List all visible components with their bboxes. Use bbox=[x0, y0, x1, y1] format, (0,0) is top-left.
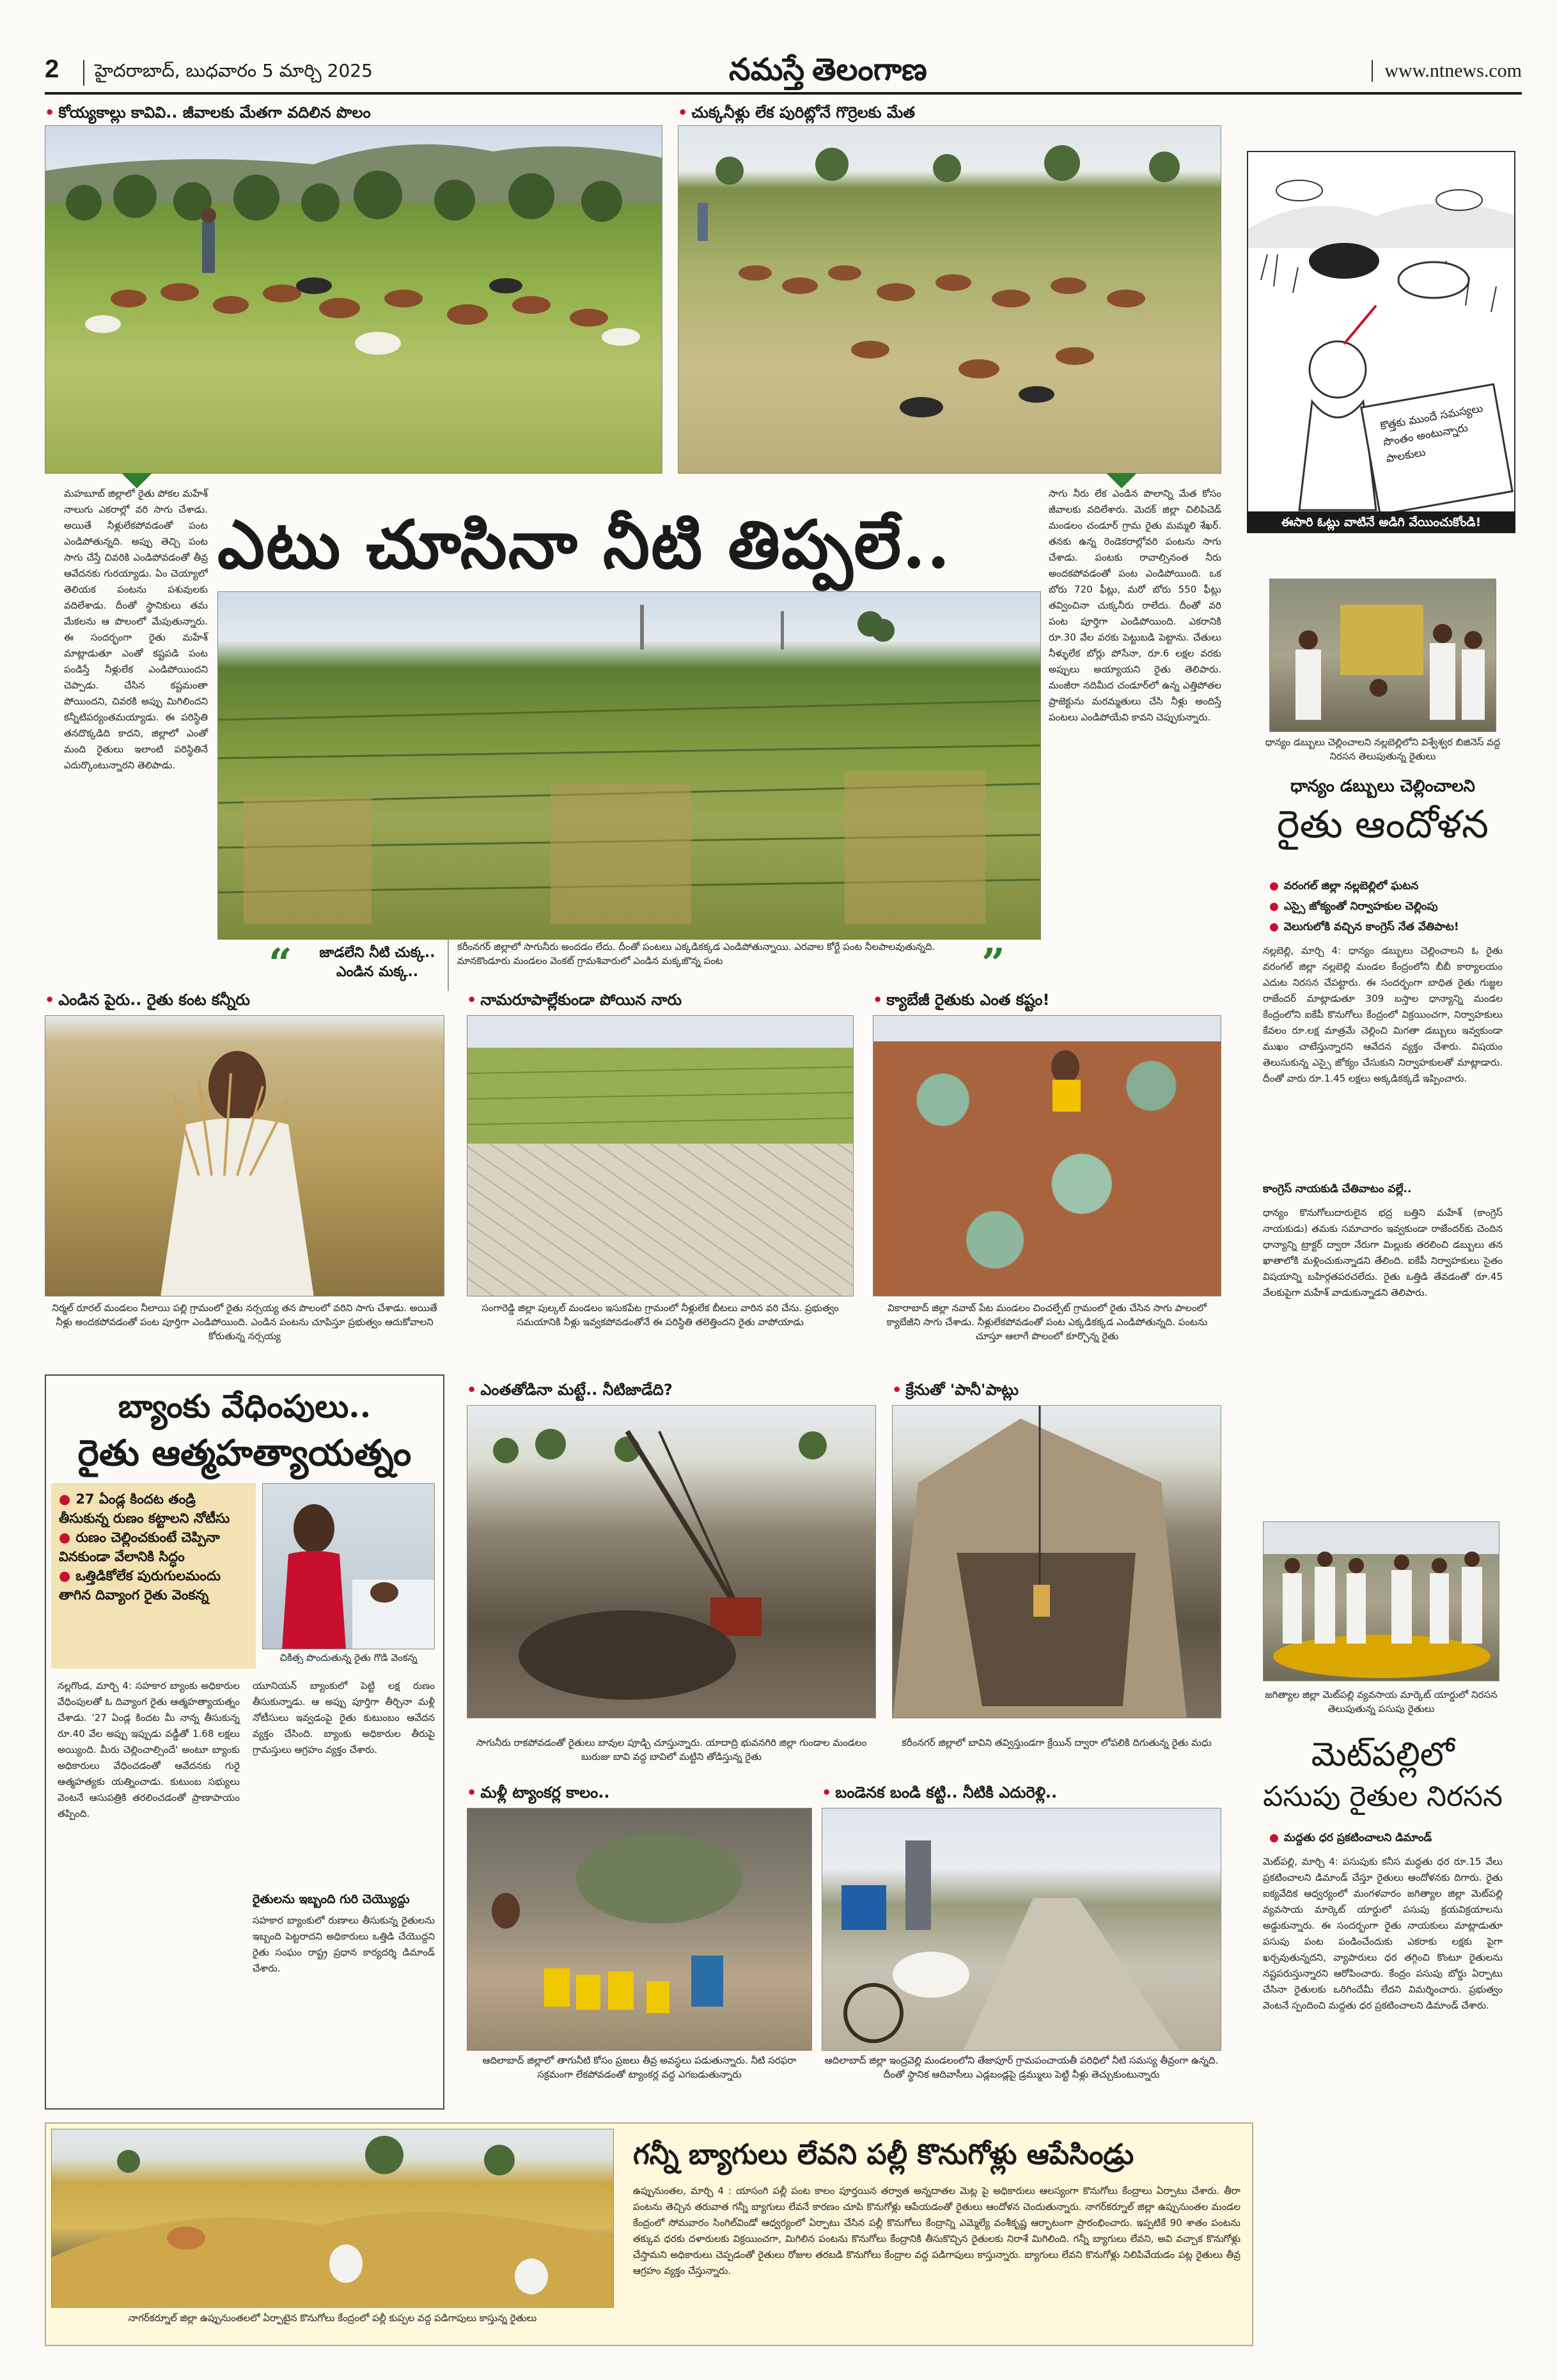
cartoon-caption: ఈసారి ఓట్లు వాటినే అడిగి వేయించుకోండి! bbox=[1247, 511, 1515, 533]
main-story-left-column: మహబూబ్ జిల్లాలో రైతు పోకల మహేశ్ నాలుగు ఎకరాల్లో వరి సాగు చేశాడు. అయితే నీళ్లులేకపోవడంతో పంట ఎండిపోతున్నది. అప్పు తెచ్చి పంట సాగు చేస్తే చివరికి ఎండిపోవడంతో తీవ్ర ఆవేదనకు గురయ్యాడు. ఏం చెయ్యాలో తెలియక పంటను పశువులకు వదిలేశాడు. దీంతో స్థానికులు తమ మేకలను ఆ పొలంలో మేపుతున్నారు. ఈ సందర్భంగా రైతు మహేశ్ మాట్లాడుతూ ఎంతో కష్టపడి పంట పండిస్తే నీళ్లులేక ఎండిపోయిందని చెప్పాడు. చేసిన కష్టమంతా పోయిందని, చివరకి అప్పు మిగిలిందని కన్నీటిపర్యంతమయ్యాడు. ఈ పరిస్థితి తనదొక్కడిది కాదని, జిల్లాలో ఎంతో మంది రైతులు ఇలాంటి పరిస్థితినే ఎదుర్కొంటున్నారని తెలిపాడు. bbox=[64, 488, 208, 771]
groundnut-heap-photo bbox=[51, 2129, 614, 2308]
cartoon-sign-text: కొత్తకు ముందే సమస్యలు సొంతం అంటున్నారు పాలకులు bbox=[1379, 401, 1484, 466]
main-photo-caption-title: జాడలేని నీటి చుక్క.. ఎండిన మక్క.. bbox=[319, 945, 435, 980]
goats-grazing-photo bbox=[45, 125, 662, 474]
bank-story-body-3: సహకార బ్యాంకులో రుణాలు తీసుకున్న రైతులను ఇబ్బంది పెట్టరాదని అధికారులు ఒత్తిడి చేయొద్దని రైతు సంఘం రాష్ట్ర ప్రధాన కార్యదర్శి డిమాండ్ చేశారు. bbox=[253, 1915, 435, 1974]
main-photo-caption: కరీంనగర్ జిల్లాలో సాగునీరు అందడం లేదు. దీంతో పంటలు ఎక్కడికక్కడ ఎండిపోతున్నాయి. ఎరవాల కోర్టే పంట నీలపాలవుతున్నది. మానకొండూరు మండలం వెంకట్ గ్రామశివారులో ఎండిన మక్కజొన్న పంట bbox=[457, 941, 935, 967]
top-photo-1-title: • కోయ్యకాల్లు కావివి.. జీవాలకు మేతగా వదిలిన పొలం bbox=[45, 104, 371, 121]
rice-bullet-item: ● వరంగల్ జిల్లా నల్లబెల్లిలో ఘటన bbox=[1269, 876, 1503, 896]
rice-protest-photo bbox=[1269, 579, 1496, 732]
turmeric-bullets bbox=[1269, 1828, 1503, 1847]
rice-body: నల్లబెల్లి, మార్చి 4: ధాన్యం డబ్బులు చెల్లించాలని ఓ రైతు వరంగల్ జిల్లా నల్లబెల్లి మండల కేంద్రంలోని బీబీ కార్యాలయం ఎదుట నిరసన చేపట్టారు. ఈ సందర్భంగా బాధిత రైతు గుజ్జల రాజేందర్ మాట్లాడుతూ 309 బస్తాల ధాన్యాన్ని మండల కేంద్రంలోని ఐకేపీ కొనుగోలు కేంద్రంలో విక్రయించగా, నిర్వాహకులు కేవలం రూ.లక్ష మాత్రమే చెల్లించి మిగతా డబ్బులు ఇవ్వకుండా ముఖం చాటేస్తున్నారని ఆవేదన వ్యక్తం చేశారు. విషయం తెలుసుకున్న ఎస్సై జోక్యం చేసుకుని నిర్వాహకులతో మాట్లాడారు. దీంతో వారు రూ.1.45 లక్షలు అక్కడికక్కడే ఇప్పించారు. bbox=[1263, 945, 1503, 1084]
editorial-cartoon bbox=[1247, 151, 1515, 525]
farmer-hospital-photo bbox=[262, 1483, 435, 1649]
middle-photo-2-caption: సంగారెడ్డి జిల్లా పుల్కల్ మండలం ఇసుకపేట గ్రామంలో నీళ్లులేక బీటలు వారిన వరి చేను. ప్రభుత్వం సమయానికి నీళ్లు ఇవ్వకపోవడంతోనే ఈ పరిస్థితి తలెత్తిందని రైతు వాపోయాడు bbox=[481, 1302, 839, 1328]
quote-close-icon: ” bbox=[982, 940, 1005, 988]
cabbage-field-photo bbox=[873, 1015, 1221, 1296]
water-photo-1-title: • మళ్లీ ట్యాంకర్ల కాలం.. bbox=[467, 1784, 610, 1801]
dateline: హైదరాబాద్, బుధవారం 5 మార్చి 2025 bbox=[83, 60, 373, 86]
rice-bullet-item: ● ఎస్సై జోక్యంతో నిర్వాహకుల చెల్లింపు bbox=[1269, 896, 1503, 917]
rice-headline-small: ధాన్యం డబ్బులు చెల్లించాలని bbox=[1290, 777, 1475, 796]
bank-headline-1: బ్యాంకు వేధింపులు.. bbox=[118, 1387, 372, 1425]
quote-open-icon: “ bbox=[269, 940, 292, 988]
water-photo-2-title: • బండెనక బండి కట్టి.. నీటికి ఎదురెళ్లి.. bbox=[822, 1784, 1058, 1801]
main-story-right-column: సాగు నీరు లేక ఎండిన పొలాన్ని మేత కోసం జీవాలకు వదిలేశారు. మెదక్ జిల్లా చిలిపిచెడ్ మండలం చండూర్ గ్రామ రైతు మమ్మలి శేఖర్. తనకు ఉన్న రెండెకరాల్లోవరి పంటను సాగు చేశాడు. పంటకు రావాల్సినంత నీరు అందకపోవడంతో పంట ఎండిపోయింది. ఒక బోరు 720 ఫీట్లు, మరో బోరు 550 ఫీట్లు తవ్వించినా చుక్కనీరు రాలేదు. దీంతో వరి పంట పూర్తిగా ఎండిపోయింది. ఎకరానికి రూ.30 వేల వరకు పెట్టుబడి పెట్టాను. చేతులు నీళ్ళులేక బోర్లు పోసేనా, రూ.6 లక్షల వరకు అప్పులు అయ్యాయని రైతు తెలిపారు. మంజీరా నదిమీద చండూర్‌లో ఉన్న ఎత్తిపోతల ప్రాజెక్టును మరమ్మతులు చేసి నీళ్లు అందిస్తే పంటలు ఎండిపోయేవి కావని చెప్పుకున్నారు. bbox=[1049, 488, 1221, 723]
well-photo-1-title: • ఎంతతోడినా మట్టే.. నీటిజాడేది? bbox=[467, 1381, 673, 1399]
farmer-dry-crop-photo bbox=[45, 1015, 444, 1296]
dry-maize-field-photo bbox=[217, 591, 1041, 940]
turmeric-body: మెట్‌పల్లి, మార్చి 4: పసుపుకు కనీస మద్దతు ధర రూ.15 వేలు ప్రకటించాలని డిమాండ్ చేస్తూ రైతులు ఆందోళనకు దిగారు. రైతు ఐక్యవేదిక ఆధ్వర్యంలో మంగళవారం జగిత్యాల జిల్లా మెట్‌పల్లి వ్యవసాయ మార్కెట్ యార్డులో పసుపు క్రయవిక్రయాలను అడ్డుకున్నారు. ఈ సందర్భంగా రైతు నాయకులు మాట్లాడుతూ పసుపు పంట పండించేందుకు ఎకరాకు లక్షకు పైగా ఖర్చవుతున్నదని, వ్యాపారులు ధర తగ్గించి కొంటూ రైతులను నష్టపరుస్తున్నారని ఆరోపించారు. కేంద్రం పసుపు బోర్డు ఏర్పాటు చేసినా రైతులకు ఒరిగిందేమీ లేదని విమర్శించారు. ప్రభుత్వం వెంటనే స్పందించి మద్దతు ధర ప్రకటించాలని డిమాండ్ చేశారు. bbox=[1263, 1856, 1503, 2011]
water-photo-2-caption: ఆదిలాబాద్ జిల్లా ఇంద్రవెల్లి మండలంలోని తేజాపూర్ గ్రామపంచాయతీ పరిధిలో నీటి సమస్య తీవ్రంగా ఉన్నది. దీంతో స్థానిక ఆదివాసీలు ఎడ్లబండ్లపై డ్రమ్ములు పెట్టి నీళ్లు తెచ్చుకుంటున్నారు bbox=[824, 2055, 1219, 2080]
bottom-story-body: ఉప్పునుంతల, మార్చి 4 : యాసంగి పల్లీ పంట కాలం పూర్తయిన తర్వాత అన్నదాతల మెట్ల పై అధికారులు ఆలస్యంగా కొనుగోలు కేంద్రాలు ఏర్పాటు చేశారు. తీరా పంటను తెచ్చిన తరువాత గన్నీ బ్యాగులు లేవనే కారణం చూపి కొనుగోళ్లు ఆపేయడంతో రైతులు ఆందోళన చెందుతున్నారు. నాగర్‌కర్నూల్ జిల్లా ఉప్పునుంతల మండల కేంద్రంలో సోమవారం సింగిల్‌విండో ఆధ్వర్యంలో ఏర్పాటు చేసిన పల్లీ కొనుగోలు కేంద్రాన్ని ఎమ్మెల్యే వంశీకృష్ణ ఆర్భాటంగా ప్రారంభించారు. ఇప్పటికే 90 శాతం పంటను తక్కువ ధరకు దళారులకు విక్రయించగా, మిగిలిన పంటను కొనుగోలు కేంద్రానికి తీసుకొచ్చిన రైతులకు నిరాశే మిగిలింది. గన్నీ బ్యాగులు లేవని, అవి వచ్చాక కొనుగోళ్లు చేస్తామని అధికారులు చెప్పడంతో రైతులు రోజుల తరబడి కొనుగోలు కేంద్రాల వద్ద పడిగాపులు కాస్తున్నారు. బ్యాగులు లేవని కొనుగోళ్లు నిలిపివేయడం పట్ల రైతులు తీవ్ర ఆగ్రహం వ్యక్తం చేస్తున్నారు. bbox=[633, 2185, 1240, 2276]
rice-bullets bbox=[1269, 876, 1503, 937]
highlight-item: ● ఒత్తిడికోలేక పురుగులమందు తాగిన దివ్యాంగ రైతు వెంకన్న bbox=[59, 1566, 248, 1605]
turmeric-headline-1: మెట్‌పల్లిలో bbox=[1311, 1736, 1455, 1774]
well-photo-1-caption: సాగునీరు రాకపోవడంతో రైతులు బావుల పూడ్చి చూస్తున్నారు. యాదాద్రి భువనగిరి జిల్లా గుండాల మండలం బురుజు బావి వద్ద బావిలో మట్టిని తోడిస్తున్న రైతు bbox=[476, 1737, 867, 1762]
well-photo-2-caption: కరీంనగర్ జిల్లాలో బావిని తవ్విస్తుండగా క్రేయిన్ ద్వారా లోపలికి దిగుతున్న రైతు మధు bbox=[902, 1737, 1212, 1748]
rice-subhead: కాంగ్రెస్ నాయకుడి చేతివాటం వల్లే.. bbox=[1263, 1183, 1412, 1195]
turmeric-headline-2: పసుపు రైతుల నిరసన bbox=[1263, 1780, 1503, 1813]
caption-divider bbox=[448, 940, 449, 991]
cracked-paddy-field-photo bbox=[467, 1015, 854, 1296]
top-photo-2-title: • చుక్కనీళ్లు లేక పురిట్లోనే గొర్రెలకు మేత bbox=[678, 104, 915, 121]
page-number: 2 bbox=[45, 55, 59, 83]
main-headline: ఎటు చూసినా నీటి తిప్పలే.. bbox=[217, 505, 951, 584]
well-photo-2-title: • క్రేనుతో 'పానీ'పాట్లు bbox=[892, 1381, 1019, 1399]
bank-subhead: రైతులను ఇబ్బంది గురి చెయ్యొద్దు bbox=[253, 1892, 410, 1906]
water-photo-1-caption: ఆదిలాబాద్ జిల్లాలో తాగునీటి కోసం ప్రజలు తీవ్ర అవస్థలు పడుతున్నారు. నీటి సరఫరా సక్రమంగా లేకపోవడంతో ట్యాంకర్ల వద్ద ఎగబడుతున్నారు bbox=[482, 2055, 797, 2080]
bank-headline-2: రైతు ఆత్మహత్యాయత్నం bbox=[77, 1432, 412, 1474]
turmeric-photo-caption: జగిత్యాల జిల్లా మెట్‌పల్లి వ్యవసాయ మార్కెట్ యార్డులో నిరసన తెలుపుతున్న పసుపు రైతులు bbox=[1265, 1689, 1498, 1715]
site-url[interactable]: www.ntnews.com bbox=[1372, 60, 1522, 82]
masthead bbox=[45, 50, 1522, 95]
crane-well-photo bbox=[892, 1405, 1221, 1718]
rice-photo-caption: ధాన్యం డబ్బులు చెల్లించాలని నల్లబెల్లిలోని విశ్వేశ్వర బిజినెస్ వద్ద నిరసన తెలుపుతున్న రైతులు bbox=[1265, 736, 1501, 762]
middle-photo-1-title: • ఎండిన పైరు.. రైతు కంట కన్నీరు bbox=[45, 991, 250, 1009]
bank-story-body-2: యూనియన్ బ్యాంకులో పెట్టి లక్ష రుణం తీసుకున్నాడు. ఆ అప్పు పూర్తిగా తీర్చినా మళ్లీ నోటీసులు ఇవ్వడంపై రైతు కుటుంబం ఆవేదన వ్యక్తం చేసింది. బ్యాంకు అధికారుల తీరుపై గ్రామస్తులు ఆగ్రహం వ్యక్తం చేశారు. bbox=[253, 1680, 435, 1755]
bottom-headline: గన్నీ బ్యాగులు లేవని పల్లీ కొనుగోళ్లు ఆపేసిండ్రు bbox=[633, 2138, 1134, 2171]
highlight-item: ● 27 ఏండ్ల కిందట తండ్రి తీసుకున్న రుణం కట్టాలని నోటీసు bbox=[59, 1489, 248, 1528]
goats-dry-field-photo bbox=[678, 125, 1221, 474]
turmeric-protest-photo bbox=[1263, 1521, 1499, 1681]
middle-photo-2-title: • నామరూపాల్లేకుండా పోయిన నారు bbox=[467, 991, 682, 1009]
middle-photo-3-caption: వికారాబాద్ జిల్లా నవాబ్ పేట మండలం చించల్పేట్ గ్రామంలో రైతు చేసిన సాగు పాలంలో క్యాబేజీని సాగు చేశాడు. నీళ్లులేకపోవడంతో పంట ఎక్కడికక్కడ ఎండిపోతున్నది. పంటను చూస్తూ ఆలాగే పొలంలో కూర్చొన్న రైతు bbox=[886, 1302, 1208, 1342]
bank-highlights bbox=[51, 1483, 256, 1668]
well-digging-photo bbox=[467, 1405, 876, 1718]
bottom-photo-caption: నాగర్‌కర్నూల్ జిల్లా ఉప్పునుంతలలో ఏర్పాటైన కొనుగోలు కేంద్రంలో పల్లీ కుప్పల వద్ద పడిగాపులు కాస్తున్న రైతులు bbox=[128, 2312, 537, 2324]
rice-body-2: ధాన్యం కొనుగోలుదారులైన భద్ర బత్తిని మహేశ్ (కాంగ్రెస్ నాయకుడు) తమకు సమాచారం ఇవ్వకుండా రాజేందర్‌కు చెందిన ధాన్యాన్ని ట్రాక్టర్ ద్వారా నేరుగా మిల్లుకు తరలించి డబ్బులు తన ఖాతాలోకి మళ్లించుకున్నాడని తేలింది. ఐకేపీ నిర్వాహకులు సైతం విషయాన్ని బహిర్గతపరచలేదు. రైతు ఒత్తిడి తేవడంతో రూ.45 వేలకుపైగా మహేశ్ వాడుకున్నాడని తెలిపారు. bbox=[1263, 1207, 1503, 1298]
highlight-item: ● రుణం చెల్లించకుంటే చెప్పినా వినకుండా వేలానికి సిద్ధం bbox=[59, 1528, 248, 1566]
turmeric-bullet-item: ● మద్దతు ధర ప్రకటించాలని డిమాండ్ bbox=[1269, 1828, 1503, 1847]
bullock-cart-water-photo bbox=[822, 1808, 1221, 2051]
bank-story-body: నల్లగొండ, మార్చి 4: సహకార బ్యాంకు అధికారుల వేధింపులతో ఓ దివ్యాంగ రైతు ఆత్మహత్యాయత్నం చేశాడు. '27 ఏండ్ల కిందట మీ నాన్న తీసుకున్న రూ.40 వేల అప్పు ఇప్పుడు వడ్డీతో 1.68 లక్షలు అయ్యింది. మీరు చెల్లించాల్సిందే' అంటూ బ్యాంకు అధికారులు వేధించడంతో ఆవేదనకు గురై ఆత్మహత్యకు యత్నించాడు. కుటుంబ సభ్యులు వెంటనే ఆసుపత్రికి తరలించడంతో ప్రాణాపాయం తప్పింది. bbox=[58, 1680, 240, 1819]
paper-name: నమస్తే తెలంగాణ bbox=[729, 53, 927, 87]
rice-headline-big: రైతు ఆందోళన bbox=[1276, 802, 1489, 847]
middle-photo-1-caption: నిర్మల్ రూరల్ మండలం నీలాయి పల్లి గ్రామంలో రైతు నర్సయ్య తన పొలంలో వరిని సాగు చేశాడు. అయితే నీళ్లు అందకపోవడంతో పంట పూర్తిగా ఎండిపోయింది. ఎండిన పంటను చూపిస్తూ ప్రభుత్వం ఆదుకోవాలని కోరుతున్న నర్సయ్య bbox=[52, 1302, 437, 1342]
middle-photo-3-title: • క్యాబేజీ రైతుకు ఎంత కష్టం! bbox=[873, 991, 1050, 1009]
water-tanker-photo bbox=[467, 1808, 812, 2051]
rice-bullet-item: ● వెలుగులోకి వచ్చిన కాంగ్రెస్ నేత వేతిపాట! bbox=[1269, 917, 1503, 937]
bank-photo-caption: చికిత్స పొందుతున్న రైతు గొడి వెంకన్న bbox=[279, 1652, 418, 1663]
